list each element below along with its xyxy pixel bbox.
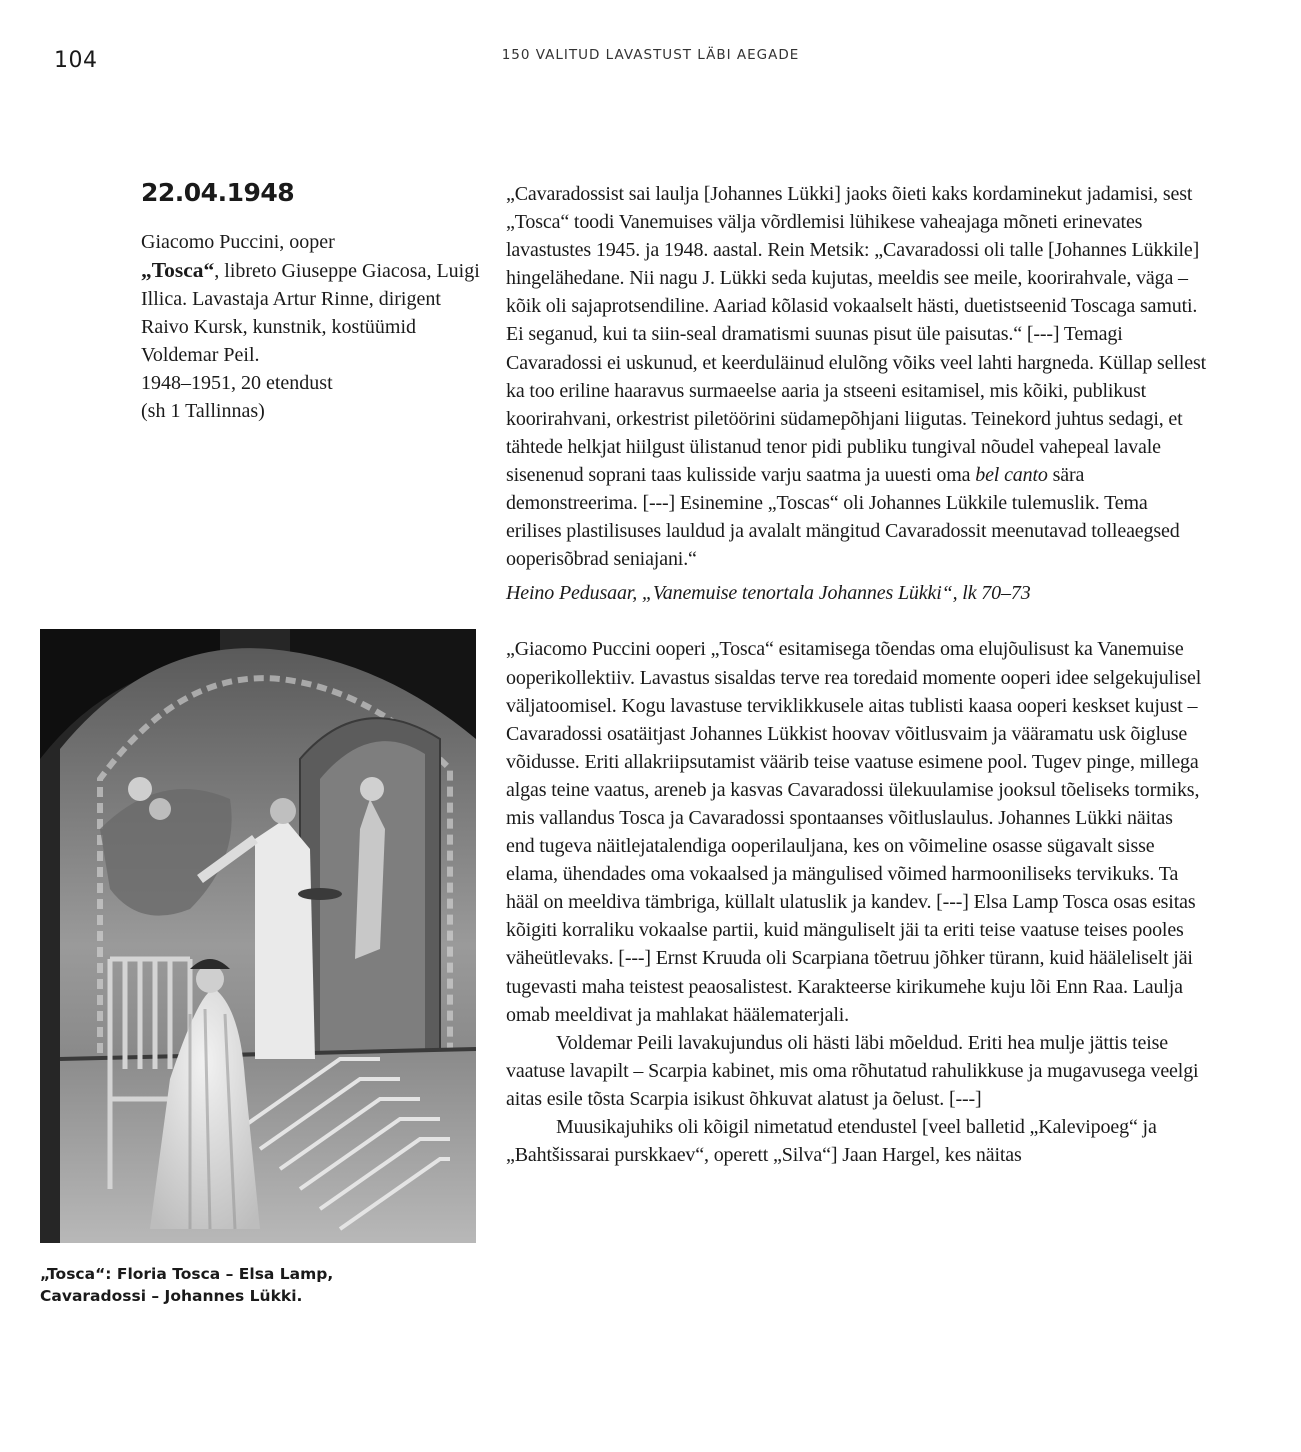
composer-line: Giacomo Puccini, ooper	[141, 231, 335, 253]
production-photo	[40, 629, 476, 1243]
venue-note: (sh 1 Tallinnas)	[141, 400, 265, 422]
bel-canto-term: bel canto	[975, 463, 1048, 486]
run-info: 1948–1951, 20 etendust	[141, 372, 333, 394]
paragraph-gap	[506, 607, 1206, 635]
memoir-quote	[506, 180, 1206, 573]
photo-caption: „Tosca“: Floria Tosca – Elsa Lamp, Cavaradossi – Johannes Lükki.	[40, 1265, 334, 1305]
review-paragraph-1: „Giacomo Puccini ooperi „Tosca“ esitamisega tõendas oma elujõulisust ka Vanemuise ooperikollektiiv. Lavastus sisaldas terve rea toredaid momente ooperi idee selgekujulisel väljatoomisel. Kogu lavastuse terviklikkusele aitas tublisti kaasa ooperi keskset kujust – Cavaradossi osatäitjast Johannes Lükkist hoovav võitlusvaim ja vääramatu usk õigluse võidusse. Eriti allakriipsutamist väärib teise vaatuse esimene pool. Tugev pinge, millega algas teine vaatus, areneb ja kasvas Cavaradossi ülekuulamise jooksul tõeliseks tormiks, mis vallandus Tosca ja Cavaradossi spontaanses võitluslaulus. Johannes Lükki näitas end tugeva näitlejatalendiga ooperilauljana, kes on võimeline osasse sügavalt sisse elama, ühendades oma vokaalsed ja mängulised võimed harmooniliseks tervikuks. Ta hääl on meeldiva tämbriga, küllalt ulatuslik ja kandev. [---] Elsa Lamp Tosca osas esitas kõigiti korraliku vokaalse partii, kuid mänguliselt jäi ta eriti teise vaatuse teises pooles väheütlevaks. [---] Ernst Kruuda oli Scarpiana tõetruu jõhker türann, kuid hääleliselt jäi tugevasti maha teistest peaosalistest. Karakteerse kirikumehe kuju lõi Enn Raa. Laulja omab meeldivat ja mahlakat häälematerjali.	[506, 638, 1202, 1026]
memoir-quote-part1: „Cavaradossist sai laulja [Johannes Lükki] jaoks õieti kaks kordaminekut jadamisi, sest „Tosca“ toodi Vanemuises välja võrdlemisi lühikese vaheajaga mõneti erinevates lavastustes 1945. ja 1948. aastal. Rein Metsik: „Cavaradossi oli talle [Johannes Lükkile] hingelähedane. Nii nagu J. Lükki seda kujutas, meeldis see meile, koorirahvale, väga – kõik oli sajaprotsendiline. Aariad kõlasid vokaalselt hästi, duetistseenid Toscaga samuti. Ei seganud, kui ta siin-seal dramatismi suunas pisut üle paisutas.“ [---] Temagi Cavaradossi ei uskunud, et keerduläinud elulõng võiks veel lahti hargneda. Küllap sellest ka too eriline haaravus surmaeelse aaria ja stseeni esitamisel, mis kõiki, publikust koorirahvani, orkestrist piletöörini südamepõhjani liigutas. Teinekord juhtus sedagi, et tähtede helkjat hiilgust ülistanud tenor pidi publiku tungival nõudel vahepeal lavale sisenenud soprani taas kulisside varju saatma ja uuesti oma	[506, 183, 1207, 486]
quote-source: Heino Pedusaar, „Vanemuise tenortala Johannes Lükki“, lk 70–73	[506, 582, 1031, 605]
review-paragraph-2: Voldemar Peili lavakujundus oli hästi läbi mõeldud. Eriti hea mulje jättis teise vaatuse lavapilt – Scarpia kabinet, mis oma rõhutatud rahulikkuse ja mugavusega veelgi aitas esile tõsta Scarpia isikust õhkuvat alatust ja õelust. [---]	[506, 1031, 1199, 1110]
production-date: 22.04.1948	[141, 178, 295, 207]
stage-photo-illustration	[40, 629, 476, 1243]
page-number: 104	[54, 48, 98, 73]
main-text-column	[506, 180, 1206, 1169]
credits	[141, 256, 491, 369]
review-paragraph-3: Muusikajuhiks oli kõigil nimetatud etendustel [veel balletid „Kalevipoeg“ ja „Bahtšissarai purskkaev“, operett „Silva“] Jaan Hargel, kes näitas	[506, 1116, 1157, 1167]
memoir-quote-part2: sära demonstreerima. [---] Esinemine „Toscas“ oli Johannes Lükkile tulemuslik. Tema erilises plastilisuses lauldud ja avalalt mängitud Cavaradossit meenutavad tolleaegsed ooperisõbrad seniajani.“	[506, 463, 1180, 571]
credits-text: , libreto Giuseppe Giacosa, Luigi Illica. Lavastaja Artur Rinne, dirigent Raivo Kursk, kunstnik, kostüümid Voldemar Peil.	[141, 260, 480, 366]
production-info	[141, 228, 491, 425]
opera-title: „Tosca“	[141, 258, 215, 282]
running-header: 150 VALITUD LAVASTUST LÄBI AEGADE	[501, 47, 800, 63]
